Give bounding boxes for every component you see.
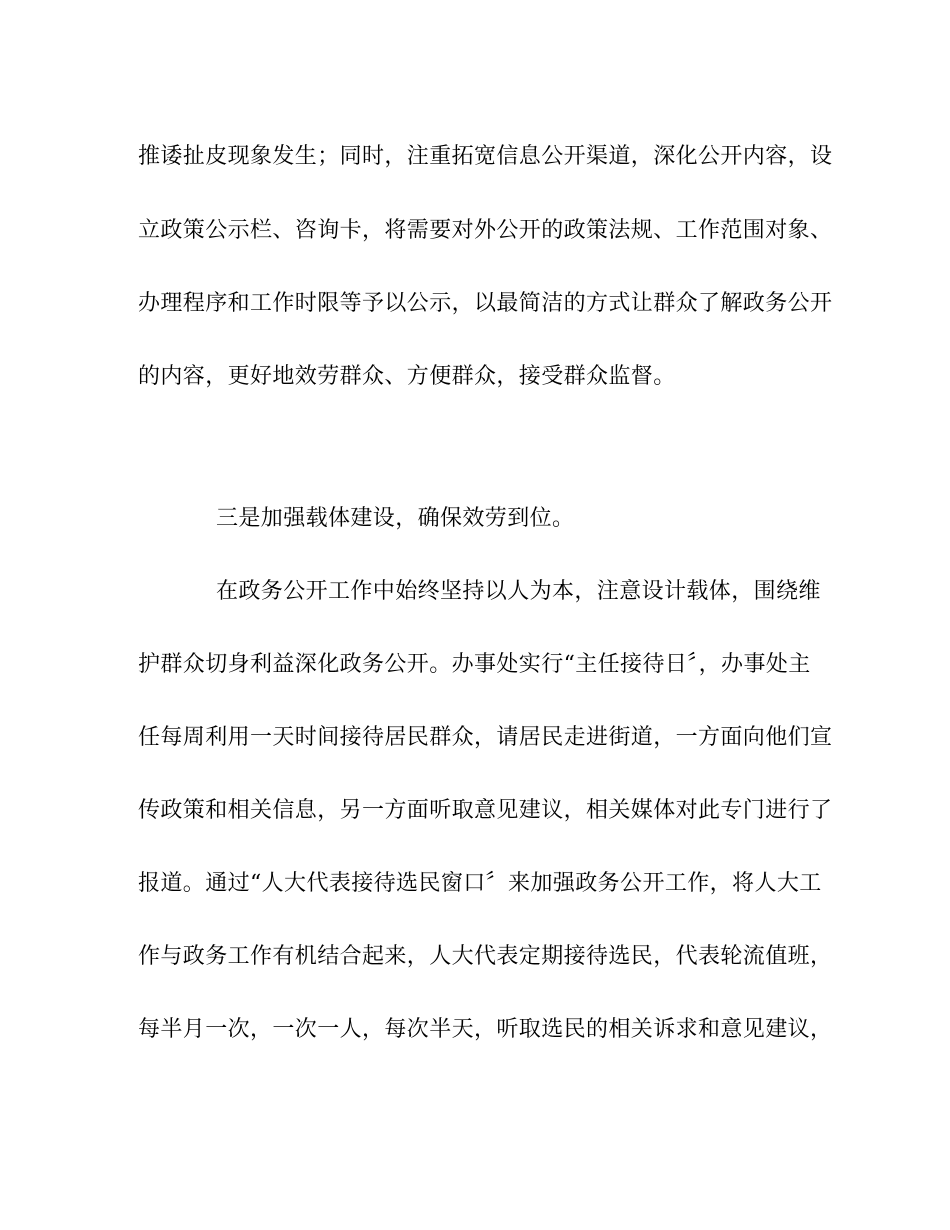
paragraph-line: 传政策和相关信息，另一方面听取意见建议，相关媒体对此专门进行了 [138, 798, 833, 823]
paragraph-line: 立政策公示栏、咨询卡，将需要对外公开的政策法规、工作范围对象、 [138, 218, 833, 243]
paragraph-line: 每半月一次，一次一人，每次半天，听取选民的相关诉求和意见建议， [138, 1017, 833, 1042]
paragraph-line: 在政务公开工作中始终坚持以人为本，注意设计载体，围绕维 [216, 579, 821, 604]
paragraph-line: 的内容，更好地效劳群众、方便群众，接受群众监督。 [138, 364, 676, 389]
paragraph-line: 任每周利用一天时间接待居民群众，请居民走进街道，一方面向他们宣 [138, 725, 833, 750]
section-heading: 三是加强载体建设，确保效劳到位。 [216, 506, 575, 531]
paragraph-line: 办理程序和工作时限等予以公示，以最简洁的方式让群众了解政务公开 [138, 291, 833, 316]
paragraph-line: 推诿扯皮现象发生；同时，注重拓宽信息公开渠道，深化公开内容，设 [138, 144, 833, 169]
paragraph-line: 护群众切身利益深化政务公开。办事处实行“主任接待日〞，办事处主 [138, 652, 811, 677]
paragraph-line: 作与政务工作有机结合起来，人大代表定期接待选民，代表轮流值班， [138, 944, 833, 969]
paragraph-line: 报道。通过“人大代表接待选民窗口〞来加强政务公开工作，将人大工 [138, 871, 822, 896]
